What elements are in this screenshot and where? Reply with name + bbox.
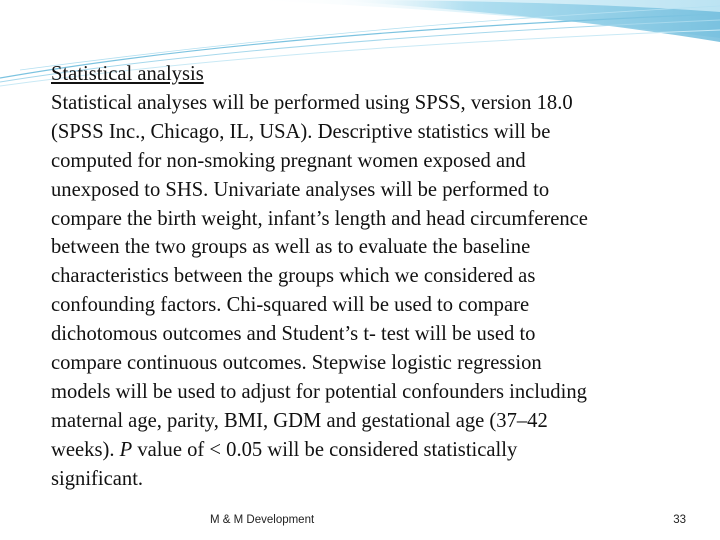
body-line: compare continuous outcomes. Stepwise logistic regression [51,352,542,375]
body-line: models will be used to adjust for potential confounders including [51,380,587,403]
body-line: (SPSS Inc., Chicago, IL, USA). Descriptive statistics will be [51,120,551,143]
body-line: characteristics between the groups which we considered as [51,265,536,288]
body-line: Statistical analyses will be performed using SPSS, version 18.0 [51,91,573,114]
body-line: dichotomous outcomes and Student’s t- test will be used to [51,323,536,346]
p-line-prefix: weeks). [51,438,120,461]
p-line-suffix: value of < 0.05 will be considered statistically [132,438,518,461]
footer-title: M & M Development [210,514,315,526]
body-line: between the two groups as well as to evaluate the baseline [51,236,531,259]
body-text [51,60,691,494]
body-line: confounding factors. Chi-squared will be used to compare [51,294,530,317]
page-number: 33 [673,514,686,526]
body-line: unexposed to SHS. Univariate analyses will be performed to [51,178,550,201]
body-line: computed for non-smoking pregnant women exposed and [51,149,526,172]
p-value-line [51,436,691,465]
body-line: compare the birth weight, infant’s length and head circumference [51,207,588,230]
p-symbol: P [119,438,133,461]
body-line: maternal age, parity, BMI, GDM and gestational age (37–42 [51,409,548,432]
slide-heading: Statistical analysis [51,63,204,85]
body-line-last: significant. [51,467,144,490]
